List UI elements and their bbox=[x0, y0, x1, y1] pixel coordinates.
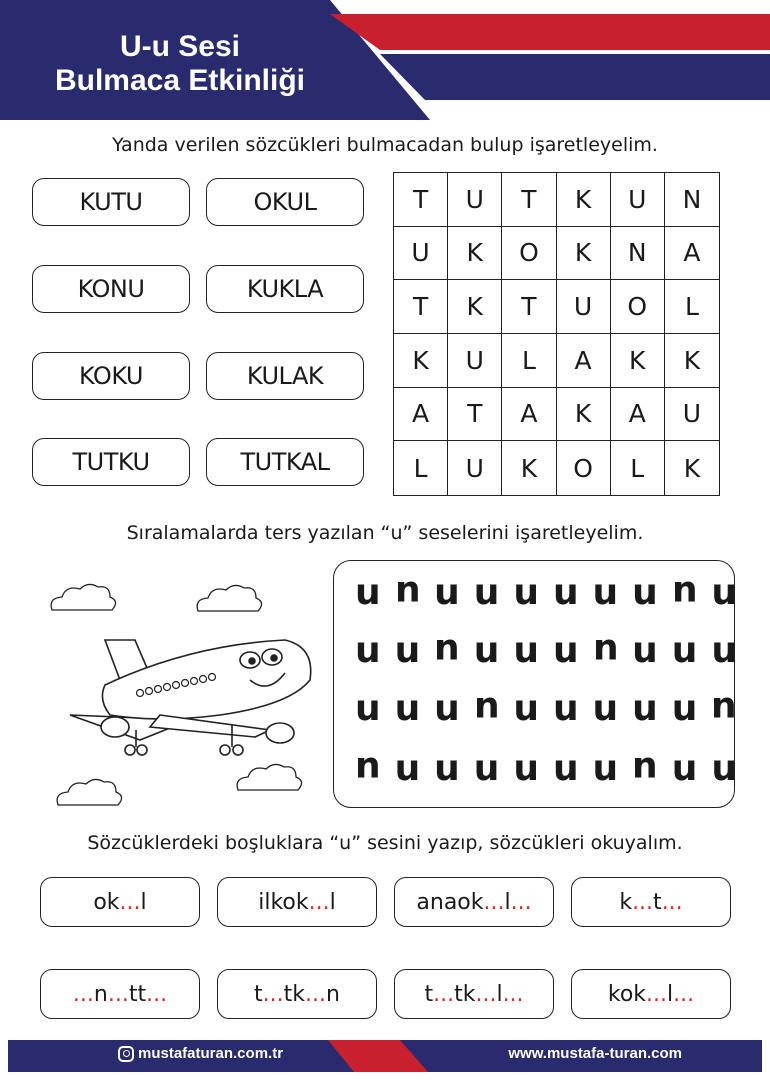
word-box: OKUL bbox=[206, 178, 364, 226]
letter-u[interactable]: u bbox=[632, 572, 658, 613]
letter-u[interactable]: u bbox=[434, 748, 460, 789]
word-fragment: t bbox=[254, 981, 263, 1007]
letter-u-inverted[interactable]: u bbox=[592, 631, 619, 672]
grid-cell[interactable]: U bbox=[394, 227, 448, 281]
fill-word-box[interactable] bbox=[217, 969, 377, 1019]
instruction-mark-inverted: Sıralamalarda ters yazılan “u” seselerini işaretleyelim. bbox=[126, 522, 644, 544]
fill-word-box[interactable] bbox=[40, 877, 200, 927]
instruction-fill-blanks: Sözcüklerdeki boşluklara “u” sesini yazıp, sözcükleri okuyalım. bbox=[87, 832, 683, 854]
letter-u[interactable]: u bbox=[513, 748, 539, 789]
fill-word-box[interactable] bbox=[571, 969, 731, 1019]
blank-slot[interactable]: ... bbox=[661, 889, 683, 915]
header-banner bbox=[0, 0, 770, 120]
grid-cell[interactable]: K bbox=[557, 388, 611, 442]
letter-u-inverted[interactable]: u bbox=[711, 689, 737, 730]
letter-u[interactable]: u bbox=[592, 572, 619, 613]
letter-u-box bbox=[333, 560, 735, 808]
blank-slot[interactable]: ... bbox=[632, 889, 654, 915]
grid-cell[interactable]: L bbox=[611, 441, 665, 495]
word-box: KOKU bbox=[32, 352, 190, 400]
letter-u[interactable]: u bbox=[354, 688, 381, 729]
letter-u[interactable]: u bbox=[513, 572, 539, 613]
word-fragment: n bbox=[93, 981, 108, 1007]
grid-cell[interactable]: U bbox=[557, 280, 611, 334]
blank-slot[interactable]: ... bbox=[72, 981, 94, 1007]
letter-u[interactable]: u bbox=[473, 748, 500, 789]
letter-u[interactable]: u bbox=[671, 688, 698, 729]
grid-cell[interactable]: T bbox=[394, 280, 448, 334]
airplane-icon bbox=[70, 640, 311, 755]
grid-cell[interactable]: U bbox=[448, 441, 502, 495]
letter-u[interactable]: u bbox=[671, 630, 698, 671]
letter-u[interactable]: u bbox=[711, 630, 737, 671]
word-fragment: kok bbox=[607, 981, 647, 1007]
grid-cell[interactable]: U bbox=[611, 173, 665, 227]
grid-cell[interactable]: A bbox=[611, 388, 665, 442]
letter-u[interactable]: u bbox=[354, 630, 381, 671]
grid-cell[interactable]: A bbox=[394, 388, 448, 442]
word-fragment: tk bbox=[283, 981, 306, 1007]
letter-u[interactable]: u bbox=[394, 748, 421, 789]
word-box: TUTKU bbox=[32, 438, 190, 486]
footer-instagram bbox=[118, 1045, 283, 1062]
letter-row bbox=[348, 689, 744, 729]
instagram-icon bbox=[118, 1046, 134, 1062]
letter-u-inverted[interactable]: u bbox=[473, 689, 500, 730]
word-fragment: ilkok bbox=[258, 889, 309, 915]
blank-slot[interactable]: ... bbox=[673, 981, 695, 1007]
grid-cell[interactable]: K bbox=[448, 227, 502, 281]
letter-u[interactable]: u bbox=[671, 748, 698, 789]
grid-cell[interactable]: L bbox=[665, 280, 719, 334]
instruction-find-words: Yanda verilen sözcükleri bulmacadan bulup işaretleyelim. bbox=[112, 134, 658, 156]
letter-u[interactable]: u bbox=[552, 572, 579, 613]
grid-cell[interactable]: N bbox=[665, 173, 719, 227]
blank-slot[interactable]: ... bbox=[646, 981, 668, 1007]
grid-cell[interactable]: O bbox=[611, 280, 665, 334]
word-fragment: tt bbox=[128, 981, 147, 1007]
title-line-1: U-u Sesi bbox=[119, 30, 241, 63]
blank-slot[interactable]: ... bbox=[146, 981, 168, 1007]
letter-u[interactable]: u bbox=[434, 688, 460, 729]
grid-cell[interactable]: L bbox=[502, 334, 556, 388]
word-box: KUTU bbox=[32, 178, 190, 226]
grid-cell[interactable]: T bbox=[502, 280, 556, 334]
grid-cell[interactable]: T bbox=[394, 173, 448, 227]
blank-slot[interactable]: ... bbox=[502, 981, 524, 1007]
grid-cell[interactable]: K bbox=[665, 334, 719, 388]
word-fragment: k bbox=[619, 889, 633, 915]
word-box: KUKLA bbox=[206, 265, 364, 313]
grid-cell[interactable]: T bbox=[502, 173, 556, 227]
fill-word-box[interactable] bbox=[394, 877, 554, 927]
grid-cell[interactable]: U bbox=[665, 388, 719, 442]
letter-u[interactable]: u bbox=[473, 630, 500, 671]
word-fragment: anaok bbox=[416, 889, 484, 915]
letter-u[interactable]: u bbox=[513, 688, 539, 729]
letter-u[interactable]: u bbox=[711, 748, 737, 789]
grid-cell[interactable]: A bbox=[665, 227, 719, 281]
grid-cell[interactable]: K bbox=[502, 441, 556, 495]
letter-u-inverted[interactable]: u bbox=[434, 631, 460, 672]
fill-word-box[interactable] bbox=[571, 877, 731, 927]
grid-cell[interactable]: K bbox=[394, 334, 448, 388]
blank-slot[interactable]: ... bbox=[119, 889, 141, 915]
letter-u-inverted[interactable]: u bbox=[671, 573, 698, 614]
blank-slot[interactable]: ... bbox=[305, 981, 327, 1007]
word-fragment: t bbox=[424, 981, 434, 1007]
word-fragment: l bbox=[504, 889, 511, 915]
letter-u[interactable]: u bbox=[592, 688, 619, 729]
grid-cell[interactable]: A bbox=[502, 388, 556, 442]
letter-u[interactable]: u bbox=[632, 688, 658, 729]
word-fragment: l bbox=[496, 981, 503, 1007]
letter-row bbox=[348, 573, 744, 613]
blank-slot[interactable]: ... bbox=[308, 889, 330, 915]
fill-word-box[interactable] bbox=[217, 877, 377, 927]
letter-u[interactable]: u bbox=[394, 630, 421, 671]
grid-cell[interactable]: U bbox=[448, 173, 502, 227]
word-box: TUTKAL bbox=[206, 438, 364, 486]
grid-cell[interactable]: T bbox=[448, 388, 502, 442]
fill-word-box[interactable] bbox=[40, 969, 200, 1019]
grid-cell[interactable]: N bbox=[611, 227, 665, 281]
letter-u[interactable]: u bbox=[434, 572, 460, 613]
grid-cell[interactable]: O bbox=[502, 227, 556, 281]
letter-u[interactable]: u bbox=[552, 748, 579, 789]
footer-website[interactable]: www.mustafa-turan.com bbox=[508, 1045, 682, 1062]
blank-slot[interactable]: ... bbox=[433, 981, 455, 1007]
blank-slot[interactable]: ... bbox=[475, 981, 497, 1007]
grid-cell[interactable]: K bbox=[557, 227, 611, 281]
word-box: KONU bbox=[32, 265, 190, 313]
letter-u[interactable]: u bbox=[632, 630, 658, 671]
letter-u[interactable]: u bbox=[552, 688, 579, 729]
airplane-illustration bbox=[10, 565, 330, 855]
letter-u[interactable]: u bbox=[592, 748, 619, 789]
footer-banner bbox=[8, 1040, 762, 1072]
word-box: KULAK bbox=[206, 352, 364, 400]
title-line-2: Bulmaca Etkinliği bbox=[54, 64, 306, 97]
page-title bbox=[10, 30, 350, 98]
grid-cell[interactable]: K bbox=[448, 280, 502, 334]
letter-u-inverted[interactable]: u bbox=[394, 573, 421, 614]
word-fragment: l bbox=[140, 889, 147, 915]
letter-u[interactable]: u bbox=[394, 688, 421, 729]
letter-u[interactable]: u bbox=[513, 630, 539, 671]
word-fragment: tk bbox=[454, 981, 476, 1007]
letter-u[interactable]: u bbox=[473, 572, 500, 613]
word-fragment: l bbox=[329, 889, 336, 915]
letter-u-inverted[interactable]: u bbox=[632, 749, 658, 790]
grid-cell[interactable]: K bbox=[557, 173, 611, 227]
letter-u[interactable]: u bbox=[354, 572, 381, 613]
letter-u[interactable]: u bbox=[711, 572, 737, 613]
blank-slot[interactable]: ... bbox=[483, 889, 505, 915]
blank-slot[interactable]: ... bbox=[262, 981, 284, 1007]
word-fragment: t bbox=[653, 889, 662, 915]
blank-slot[interactable]: ... bbox=[107, 981, 129, 1007]
word-search-grid bbox=[393, 172, 720, 496]
grid-cell[interactable]: K bbox=[683, 453, 701, 483]
word-fragment: ok bbox=[93, 889, 120, 915]
letter-u[interactable]: u bbox=[552, 630, 579, 671]
grid-cell[interactable]: O bbox=[557, 441, 611, 495]
letter-row bbox=[348, 749, 744, 789]
word-fragment: n bbox=[326, 981, 340, 1007]
letter-u-inverted[interactable]: u bbox=[354, 749, 381, 790]
letter-row bbox=[348, 631, 744, 671]
blank-slot[interactable]: ... bbox=[510, 889, 532, 915]
grid-cell[interactable]: A bbox=[557, 334, 611, 388]
grid-cell[interactable]: U bbox=[448, 334, 502, 388]
word-fragment: l bbox=[667, 981, 674, 1007]
instagram-handle[interactable]: mustafaturan.com.tr bbox=[138, 1045, 284, 1062]
grid-cell[interactable]: K bbox=[611, 334, 665, 388]
fill-word-box[interactable] bbox=[394, 969, 554, 1019]
grid-cell[interactable]: L bbox=[394, 441, 448, 495]
